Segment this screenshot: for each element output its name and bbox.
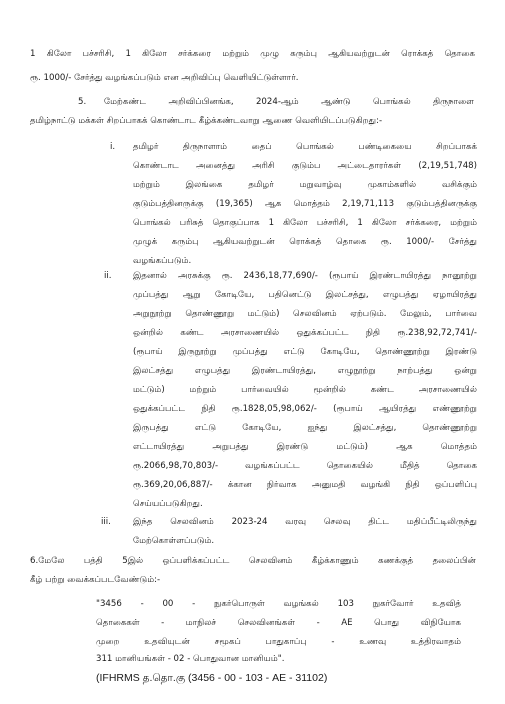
- item-i-line-6: முழுக் கரும்பு ஆகியவற்றுடன் ரொக்கத் தொகை ரூ. 1000/- சேர்த்து: [133, 237, 477, 247]
- head-of-account-line-2: தொகைகள் - மாநிலச் செலவினங்கள் - AE பொது விநியோக: [96, 618, 461, 628]
- intro-line-1: 1 கிலோ பச்சரிசி, 1 கிலோ சர்க்கரை மற்றும் முழு கரும்பு ஆகியவற்றுடன் ரொக்கத் தொகை: [30, 49, 475, 59]
- item-ii-line-4: ஒன்றில் கண்ட அரசாணையில் ஒதுக்கப்பட்ட நிதி ரூ.238,92,72,741/-: [133, 328, 477, 338]
- item-i-line-4: குடும்பத்தினருக்கு (19,365) ஆக மொத்தம் 2,19,71,113 குடும்பத்தினருக்கு: [133, 199, 477, 209]
- para6-line-1: 6.மேலே பத்தி 5இல் ஒப்பளிக்கப்பட்ட செலவினம் கீழ்க்காணும் கணக்குத் தலைப்பின்: [30, 556, 476, 566]
- item-i-line-3: மற்றும் இலங்கை தமிழர் மறுவாழ்வு முகாம்களில் வசிக்கும்: [133, 180, 477, 190]
- head-of-account-line-1: "3456 - 00 - நுகர்பொருள் வழங்கல் 103 நுகர்வோர் உதவித்: [96, 599, 461, 609]
- item-ii-numeral: ii.: [104, 271, 112, 281]
- para5-line-2: தமிழ்நாட்டு மக்கள் சிறப்பாகக் கொண்டாட கீழ்க்கண்டவாறு ஆணை வெளியிடப்படுகிறது:-: [30, 116, 383, 126]
- ifhrms-code: (IFHRMS த.தொ.கு (3456 - 00 - 103 - AE - 31102): [96, 672, 328, 684]
- head-of-account-line-3: முறை உதவியுடன் சமூகப் பாதுகாப்பு - உணவு உத்திரவாதம்: [96, 637, 461, 647]
- item-ii-line-11: ரூ.2066,98,70,803/- வழங்கப்பட்ட தொகையில் மீதித் தொகை: [133, 461, 477, 471]
- item-ii-line-6: இலட்சத்து எழுபத்து இரண்டாயிரத்து, எழுநூற்று நாற்பத்து ஒன்று: [133, 366, 477, 376]
- intro-line-2: ரூ. 1000/- சேர்த்து வழங்கப்படும் என அறிவிப்பு வெளியிட்டுள்ளார்.: [30, 73, 299, 83]
- item-ii-line-2: முப்பத்து ஆறு கோடியே, பதினெட்டு இலட்சத்து, எழுபத்து ஏழாயிரத்து: [133, 290, 477, 300]
- item-i-line-5: பொங்கல் பரிசுத் தொகுப்பாக 1 கிலோ பச்சரிசி, 1 கிலோ சர்க்கரை, மற்றும்: [133, 218, 477, 228]
- item-ii-line-13: செய்யப்படுகிறது.: [133, 499, 203, 509]
- item-ii-line-12: ரூ.369,20,06,887/- க்கான நிர்வாக அனுமதி வழங்கி நிதி ஒப்பளிப்பு: [133, 480, 477, 490]
- para5-line-1: மேற்கண்ட அறிவிப்பினங்க, 2024-ஆம் ஆண்டு பொங்கல் திருநாளை: [104, 97, 474, 107]
- item-ii-line-1: இதனால் அரசுக்கு ரூ. 2436,18,77,690/- (ரூபாய் இரண்டாயிரத்து நானூற்று: [133, 271, 477, 281]
- item-ii-line-10: எட்டாயிரத்து அறுபத்து இரண்டு மட்டும்) ஆக மொத்தம்: [133, 442, 477, 452]
- item-i-line-7: வழங்கப்படும்.: [133, 256, 192, 266]
- para6-line-2: கீழ் பற்று வைக்கப்படவேண்டும்:-: [30, 575, 161, 585]
- item-iii-line-1: இந்த செலவினம் 2023-24 வரவு செலவு திட்ட மதிப்பீட்டிலிருந்து: [133, 517, 477, 527]
- item-ii-line-5: (ரூபாய் இருநூற்று முப்பத்து எட்டு கோடியே, தொண்ணூற்று இரண்டு: [133, 347, 477, 357]
- para5-number: 5.: [78, 97, 87, 107]
- item-ii-line-9: இருபத்து எட்டு கோடியே, ஐந்து இலட்சத்து, தொண்ணூற்று: [133, 423, 477, 433]
- item-ii-line-8: ஒதுக்கப்பட்ட நிதி ரூ.1828,05,98,062/- (ரூபாய் ஆயிரத்து எண்ணூற்று: [133, 404, 477, 414]
- item-i-line-2: கொண்டாட அனைத்து அரிசி குடும்ப அட்டைதாரர்கள் (2,19,51,748): [133, 161, 477, 171]
- item-iii-numeral: iii.: [101, 517, 111, 527]
- head-of-account-line-4: 311 மானியங்கள் - 02 - பொதுவான மானியம்".: [96, 654, 285, 664]
- item-ii-line-3: அறுநூற்று தொண்ணூறு மட்டும்) செலவினம் ஏற்படும். மேலும், பார்வை: [133, 309, 477, 319]
- item-i-numeral: i.: [110, 142, 116, 152]
- item-ii-line-7: மட்டும்) மற்றும் பார்வையில் மூன்றில் கண்ட அரசாணையில்: [133, 385, 477, 395]
- item-iii-line-2: மேற்கொள்ளப்படும்.: [133, 536, 215, 546]
- item-i-line-1: தமிழர் திருநாளாம் தைப் பொங்கல் பண்டிகையை சிறப்பாகக்: [133, 142, 477, 152]
